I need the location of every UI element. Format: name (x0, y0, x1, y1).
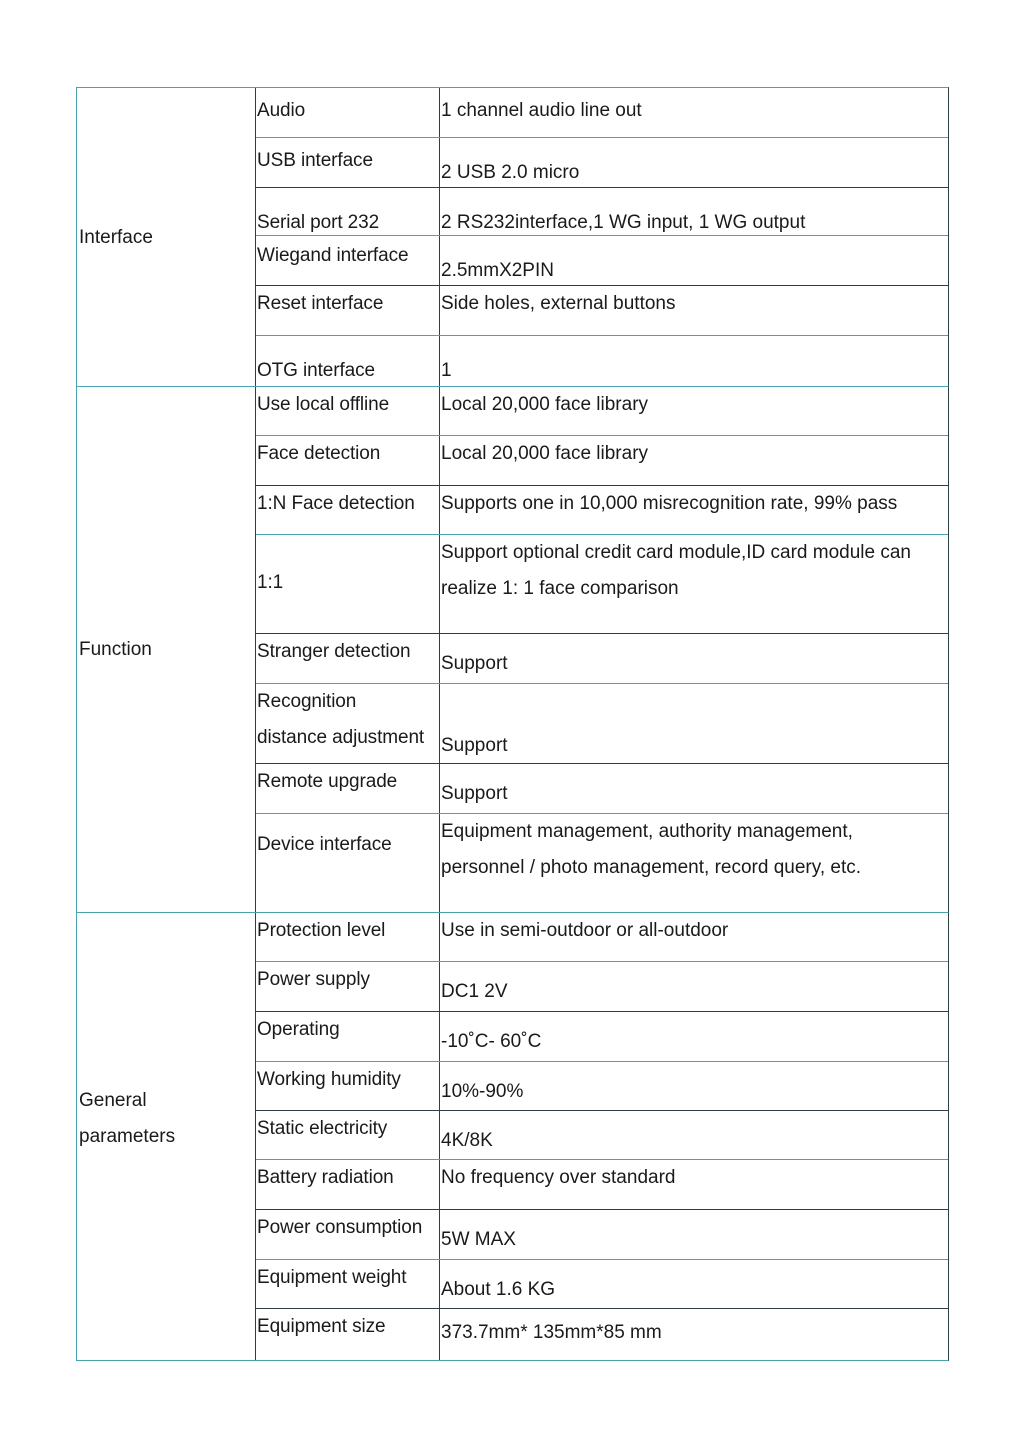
row-value: No frequency over standard (441, 1167, 676, 1188)
value-line: Equipment management, authority management, (441, 821, 853, 842)
row-value: 2 USB 2.0 micro (441, 162, 580, 183)
row-value (440, 535, 948, 633)
value-line: realize 1: 1 face comparison (441, 578, 679, 599)
value-line: personnel / photo management, record query, etc. (441, 857, 862, 878)
category-label: General (79, 1090, 147, 1111)
table-row (256, 962, 948, 1012)
table-row (256, 88, 948, 138)
table-row (256, 1210, 948, 1260)
group-interface (76, 87, 949, 387)
row-value: Local 20,000 face library (441, 394, 649, 415)
table-row (256, 486, 948, 535)
category-cell (77, 88, 256, 386)
row-label: Wiegand interface (256, 236, 440, 285)
row-label: Power consumption (256, 1210, 440, 1259)
row-value: Supports one in 10,000 misrecognition rate, 99% pass (441, 493, 898, 514)
row-value (440, 814, 948, 912)
category-label: Function (79, 639, 152, 660)
table-row (256, 286, 948, 336)
row-value: About 1.6 KG (441, 1279, 556, 1300)
row-value: Local 20,000 face library (441, 443, 649, 464)
row-label: Static electricity (256, 1111, 440, 1159)
row-value: 4K/8K (441, 1130, 493, 1151)
table-row (256, 535, 948, 634)
group-function (76, 387, 949, 913)
table-row (256, 1012, 948, 1062)
row-label: Equipment weight (256, 1260, 440, 1308)
table-row (256, 188, 948, 236)
group-general-parameters (76, 913, 949, 1361)
row-label: 1:N Face detection (256, 486, 440, 534)
row-label: Serial port 232 (256, 188, 440, 235)
table-row (256, 1160, 948, 1210)
row-label: Face detection (256, 436, 440, 485)
row-value: Use in semi-outdoor or all-outdoor (441, 920, 729, 941)
row-label: Stranger detection (256, 634, 440, 683)
row-label: 1:1 (256, 535, 440, 633)
label-line: Recognition (257, 691, 357, 712)
row-value: Support (441, 735, 508, 756)
row-label: OTG interface (256, 336, 440, 386)
row-label: Power supply (256, 962, 440, 1011)
row-label: Device interface (256, 814, 440, 912)
row-label: Use local offline (256, 387, 440, 435)
table-row (256, 336, 948, 386)
row-value: 2 RS232interface,1 WG input, 1 WG output (441, 212, 806, 233)
table-row (256, 764, 948, 814)
category-cell (77, 387, 256, 912)
spec-table (76, 87, 949, 1361)
category-label: parameters (79, 1126, 176, 1147)
row-value: 10%-90% (441, 1081, 524, 1102)
row-label: USB interface (256, 138, 440, 187)
row-label: Protection level (256, 913, 440, 961)
table-row (256, 1111, 948, 1160)
row-label: Equipment size (256, 1309, 440, 1360)
table-row (256, 814, 948, 912)
row-value: 373.7mm* 135mm*85 mm (441, 1322, 662, 1343)
table-row (256, 138, 948, 188)
row-value: DC1 2V (441, 981, 508, 1002)
table-row (256, 236, 948, 286)
row-value: 5W MAX (441, 1229, 516, 1250)
table-row (256, 913, 948, 962)
row-label: Audio (256, 88, 440, 137)
value-line: Support optional credit card module,ID card module can (441, 542, 911, 563)
row-label: Battery radiation (256, 1160, 440, 1209)
row-label (256, 684, 440, 763)
category-label: Interface (79, 227, 153, 248)
table-row (256, 436, 948, 486)
row-value: Support (441, 783, 508, 804)
row-label: Remote upgrade (256, 764, 440, 813)
category-cell (77, 913, 256, 1360)
row-value: Side holes, external buttons (441, 293, 676, 314)
row-value: -10˚C- 60˚C (441, 1031, 542, 1052)
row-label: Reset interface (256, 286, 440, 335)
row-label: Operating (256, 1012, 440, 1061)
table-row (256, 387, 948, 436)
table-row (256, 1260, 948, 1309)
table-row (256, 1309, 948, 1360)
table-row (256, 634, 948, 684)
row-value: 1 (441, 360, 452, 381)
row-value: Support (441, 653, 508, 674)
row-value: 1 channel audio line out (441, 100, 642, 121)
row-value: 2.5mmX2PIN (441, 260, 554, 281)
row-label: Working humidity (256, 1062, 440, 1110)
table-row (256, 1062, 948, 1111)
label-line: distance adjustment (257, 727, 425, 748)
table-row (256, 684, 948, 764)
